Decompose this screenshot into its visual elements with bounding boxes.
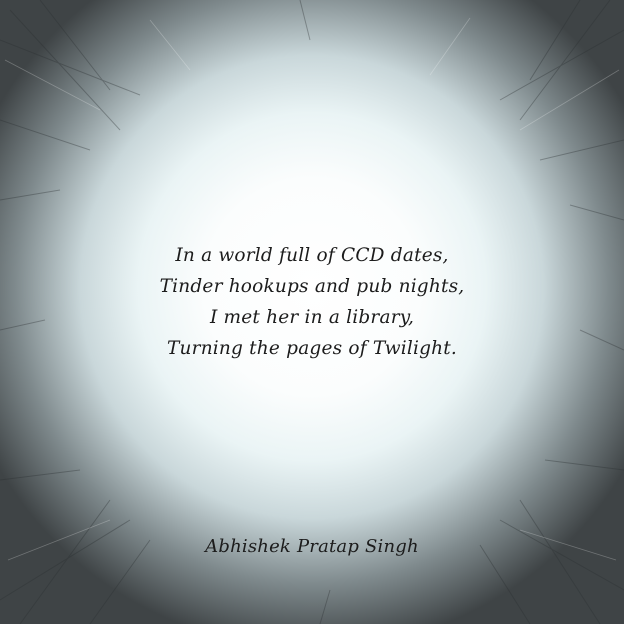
poem-text	[0, 240, 624, 364]
poem-line: Turning the pages of Twilight.	[167, 338, 457, 359]
poem-line: Tinder hookups and pub nights,	[159, 276, 465, 297]
poem-line: In a world full of CCD dates,	[175, 245, 449, 266]
author-signature: Abhishek Pratap Singh	[205, 536, 419, 557]
poem-line: I met her in a library,	[209, 307, 415, 328]
